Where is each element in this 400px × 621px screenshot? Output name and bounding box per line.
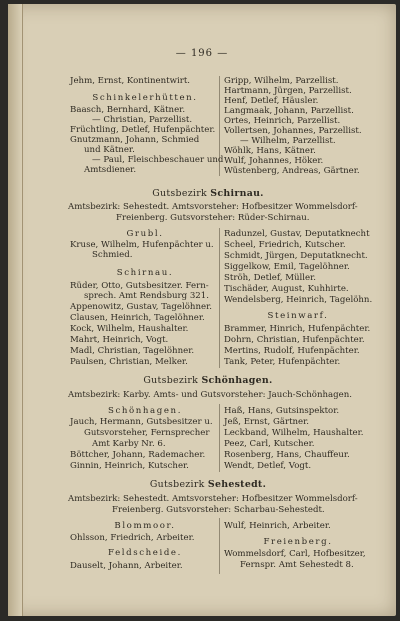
place-heading: Schinkelerhütten. — [92, 93, 198, 103]
admin-line: Freienberg. Gutsvorsteher: Scharbau-Sehestedt. — [112, 505, 325, 515]
entry-right: Tischäder, August, Kuhhirte. — [224, 284, 349, 294]
entry-right: Brammer, Hinrich, Hufenpächter. — [224, 324, 371, 334]
entry-right: Scheel, Friedrich, Kutscher. — [224, 240, 346, 250]
entry-left: Madl, Christian, Tagelöhner. — [70, 346, 195, 356]
entry-right: Wendt, Detlef, Vogt. — [224, 461, 312, 471]
entry-left: Clausen, Heinrich, Tagelöhner. — [70, 313, 205, 323]
entry-right: Gripp, Wilhelm, Parzellist. — [224, 76, 339, 86]
section-title-schoenhagen: Gutsbezirk Schönhagen. — [143, 375, 273, 386]
entry-left: Appenowitz, Gustav, Tagelöhner. — [70, 302, 212, 312]
entry-right: Ströh, Detlef, Müller. — [224, 273, 317, 283]
entry-left: Früchtling, Detlef, Hufenpächter. — [70, 125, 216, 135]
entry-right: Mertins, Rudolf, Hufenpächter. — [224, 346, 360, 356]
entry-right: Wüstenberg, Andreas, Gärtner. — [224, 166, 360, 176]
place-heading: Freienberg. — [263, 537, 333, 547]
place-heading: Grubl. — [126, 229, 164, 239]
section-title-schirnau: Gutsbezirk Schirnau. — [152, 188, 264, 199]
entry-right: Peez, Carl, Kutscher. — [224, 439, 315, 449]
page-spine-shadow — [8, 4, 23, 616]
entry-left: Dauselt, Johann, Arbeiter. — [70, 561, 183, 571]
entry-left: — Christian, Parzellist. — [92, 115, 193, 125]
entry-right: Hartmann, Jürgen, Parzellist. — [224, 86, 352, 96]
entry-right: Wommelsdorf, Carl, Hofbesitzer, — [224, 549, 366, 559]
admin-line: Amtsbezirk: Sehestedt. Amtsvorsteher: Hofbesitzer Wommelsdorf- — [68, 494, 358, 504]
entry-right: Wöhlk, Hans, Kätner. — [224, 146, 316, 156]
entry-left: Ohlsson, Friedrich, Arbeiter. — [70, 533, 195, 543]
book-page — [8, 4, 396, 616]
admin-line: Amtsbezirk: Karby. Amts- und Gutsvorsteher: Jauch-Schönhagen. — [68, 390, 353, 400]
column-divider — [219, 404, 220, 472]
place-heading: Blommoor. — [114, 521, 176, 531]
entry-right: Fernspr. Amt Sehestedt 8. — [240, 560, 354, 570]
entry-left: Rüder, Otto, Gutsbesitzer. Fern- — [70, 281, 209, 291]
entry-left: Ginnin, Heinrich, Kutscher. — [70, 461, 189, 471]
entry-right: Wendelsberg, Heinrich, Tagelöhn. — [224, 295, 373, 305]
entry-left: Amt Karby Nr. 6. — [92, 439, 166, 449]
entry-left: Kruse, Wilhelm, Hufenpächter u. — [70, 240, 214, 250]
entry-right: Vollertsen, Johannes, Parzellist. — [224, 126, 362, 136]
entry-right: Schmidt, Jürgen, Deputatknecht. — [224, 251, 368, 261]
entry-right: Wulf, Heinrich, Arbeiter. — [224, 521, 331, 531]
entry-right: Henf, Detlef, Häusler. — [224, 96, 319, 106]
entry-right: Ortes, Heinrich, Parzellist. — [224, 116, 341, 126]
column-divider — [219, 518, 220, 574]
entry-right: Radunzel, Gustav, Deputatknecht — [224, 229, 370, 239]
entry-left: Böttcher, Johann, Rademacher. — [70, 450, 206, 460]
entry-right: Dohrn, Christian, Hufenpächter. — [224, 335, 365, 345]
entry-left: Schmied. — [92, 250, 133, 260]
place-heading: Feldscheide. — [108, 548, 182, 558]
entry-right: Rosenberg, Hans, Chauffeur. — [224, 450, 350, 460]
place-heading: Schirnau. — [116, 268, 174, 278]
admin-line: Amtsbezirk: Sehestedt. Amtsvorsteher: Hofbesitzer Wommelsdorf- — [68, 202, 358, 212]
entry-right: Siggelkow, Emil, Tagelöhner. — [224, 262, 350, 272]
entry-left: Baasch, Bernhard, Kätner. — [70, 105, 186, 115]
entry-left: sprech. Amt Rendsburg 321. — [84, 291, 209, 301]
entry-left: Gutsvorsteher, Fernsprecher — [84, 428, 210, 438]
entry-left: — Paul, Fleischbeschauer und — [92, 155, 224, 165]
entry-right: Haß, Hans, Gutsinspektor. — [224, 406, 340, 416]
entry-right: Langmaak, Johann, Parzellist. — [224, 106, 354, 116]
entry-left: Jehm, Ernst, Kontinentwirt. — [70, 76, 191, 86]
place-heading: Steinwarf. — [267, 311, 329, 321]
entry-left: Amtsdiener. — [84, 165, 137, 175]
entry-left: Mahrt, Heinrich, Vogt. — [70, 335, 169, 345]
column-divider — [219, 76, 220, 176]
page-number: — 196 — — [175, 48, 229, 59]
column-divider — [219, 228, 220, 368]
admin-line: Freienberg. Gutsvorsteher: Rüder-Schirnau. — [116, 213, 310, 223]
entry-right: — Wilhelm, Parzellist. — [240, 136, 336, 146]
place-heading: Schönhagen. — [107, 406, 183, 416]
entry-left: Paulsen, Christian, Melker. — [70, 357, 188, 367]
entry-right: Leckband, Wilhelm, Haushalter. — [224, 428, 364, 438]
entry-left: Gnutzmann, Johann, Schmied — [70, 135, 200, 145]
entry-left: Jauch, Hermann, Gutsbesitzer u. — [70, 417, 213, 427]
section-title-sehestedt: Gutsbezirk Sehestedt. — [149, 479, 267, 490]
entry-right: Wulf, Johannes, Höker. — [224, 156, 324, 166]
entry-left: Kock, Wilhelm, Haushalter. — [70, 324, 189, 334]
entry-right: Tank, Peter, Hufenpächter. — [224, 357, 341, 367]
entry-right: Jeß, Ernst, Gärtner. — [224, 417, 310, 427]
entry-left: und Kätner. — [84, 145, 135, 155]
